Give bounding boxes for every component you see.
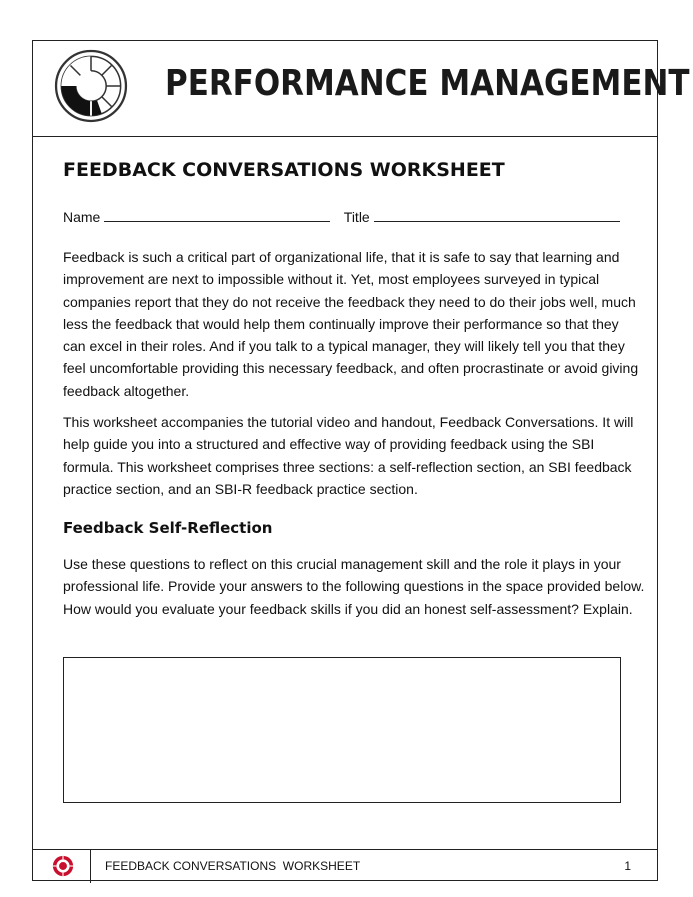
performance-wheel-icon [53, 48, 129, 124]
title-field[interactable] [374, 207, 620, 222]
worksheet-title: FEEDBACK CONVERSATIONS WORKSHEET [63, 159, 505, 181]
red-wheel-icon [52, 855, 74, 877]
page-number: 1 [624, 859, 631, 873]
name-label: Name [63, 209, 101, 225]
footer-label: FEEDBACK CONVERSATIONS WORKSHEET [105, 859, 361, 873]
section-paragraph: Use these questions to reflect on this crucial management skill and the role it plays in your professional life. Provide your answers to the following questions in the space provided below. How would you evaluate your feedback skills if you did an honest self-assessment? Explain. [63, 556, 645, 617]
answer-box[interactable] [63, 657, 621, 803]
about-paragraph: This worksheet accompanies the tutorial video and handout, Feedback Conversations. It will help guide you into a structured and effective way of providing feedback using the SBI formula. This worksheet comprises three sections: a self-reflection section, an SBI feedback practice section, and an SBI-R feedback practice section. [63, 414, 634, 497]
footer-logo-cell [33, 850, 91, 883]
name-field[interactable] [104, 207, 330, 222]
title-label: Title [343, 209, 370, 225]
intro-paragraph: Feedback is such a critical part of organizational life, that it is safe to say that learning and improvement are next to impossible without it. Yet, most employees surveyed in typical companies report that they do not receive the feedback they need to do their jobs well, much less the feedback that would help them continually improve their performance so that they can excel in their roles. And if you talk to a typical manager, they will likely tell you that they feel uncomfortable providing this necessary feedback, and often procrastinate or avoid giving feedback altogether. [63, 249, 639, 399]
page-header [33, 41, 690, 137]
brand-title: PERFORMANCE MANAGEMENT [165, 63, 690, 104]
name-title-fields [63, 207, 620, 225]
section-heading: Feedback Self-Reflection [63, 519, 273, 537]
page-footer [33, 849, 657, 883]
worksheet-page [32, 40, 690, 881]
